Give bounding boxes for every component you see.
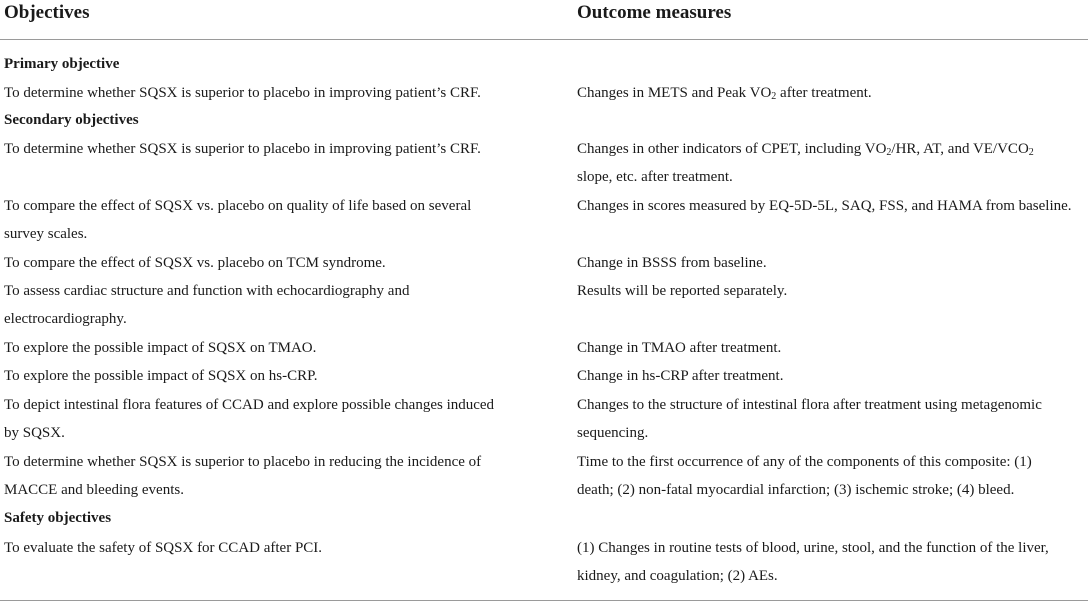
outcome-cell <box>577 135 1089 191</box>
objective-cell: To explore the possible impact of SQSX on hs-CRP. <box>4 368 318 384</box>
objective-cell <box>4 391 524 447</box>
outcome-cell: Change in hs-CRP after treatment. <box>577 368 784 384</box>
objective-cell: To determine whether SQSX is superior to placebo in improving patient’s CRF. <box>4 141 481 157</box>
outcome-line: death; (2) non-fatal myocardial infarction; (3) ischemic stroke; (4) bleed. <box>577 482 1015 498</box>
objective-line: To depict intestinal flora features of CCAD and explore possible changes induced <box>4 397 495 413</box>
outcome-cell: Change in TMAO after treatment. <box>577 340 782 356</box>
outcome-cell: Changes in METS and Peak $VO_2$ after treatment. <box>577 85 872 102</box>
outcome-cell <box>577 448 1089 504</box>
outcome-cell: Changes in scores measured by EQ-5D-5L, SAQ, FSS, and HAMA from baseline. <box>577 198 1072 214</box>
objective-line: To compare the effect of SQSX vs. placebo on quality of life based on several <box>4 198 472 214</box>
table-header <box>0 0 1091 40</box>
objective-cell <box>4 448 524 504</box>
outcome-cell: Change in BSSS from baseline. <box>577 255 767 271</box>
section-title-safety: Safety objectives <box>4 510 112 526</box>
outcome-line: (1) Changes in routine tests of blood, urine, stool, and the function of the liver, <box>577 540 1049 556</box>
outcome-line: slope, etc. after treatment. <box>577 169 733 185</box>
section-title-primary: Primary objective <box>4 56 120 72</box>
header-divider <box>0 39 1088 40</box>
section-title-secondary: Secondary objectives <box>4 112 139 128</box>
objective-line: survey scales. <box>4 226 88 242</box>
outcome-line: Time to the first occurrence of any of the components of this composite: (1) <box>577 454 1032 470</box>
objective-cell: To compare the effect of SQSX vs. placebo on TCM syndrome. <box>4 255 386 271</box>
outcome-cell <box>577 534 1089 590</box>
outcome-cell <box>577 391 1089 447</box>
objective-line: MACCE and bleeding events. <box>4 482 184 498</box>
objective-cell <box>4 192 524 248</box>
objective-cell: To explore the possible impact of SQSX on TMAO. <box>4 340 317 356</box>
objective-line: To determine whether SQSX is superior to placebo in reducing the incidence of <box>4 454 482 470</box>
outcome-line: Changes in other indicators of CPET, including $VO_2/HR$, AT, and $VE/VCO_2$ <box>577 141 1034 158</box>
objective-cell: To determine whether SQSX is superior to placebo in improving patient’s CRF. <box>4 85 481 101</box>
objective-cell <box>4 277 524 333</box>
table-bottom-divider <box>0 600 1088 601</box>
header-objectives: Objectives <box>4 2 90 23</box>
outcome-line: Changes to the structure of intestinal flora after treatment using metagenomic <box>577 397 1042 413</box>
objective-line: electrocardiography. <box>4 311 127 327</box>
objective-line: To assess cardiac structure and function with echocardiography and <box>4 283 410 299</box>
outcome-line: sequencing. <box>577 425 649 441</box>
outcome-line: kidney, and coagulation; (2) AEs. <box>577 568 778 584</box>
objective-line: by SQSX. <box>4 425 65 441</box>
objective-cell: To evaluate the safety of SQSX for CCAD after PCI. <box>4 540 323 556</box>
outcome-cell: Results will be reported separately. <box>577 283 788 299</box>
header-outcome-measures: Outcome measures <box>577 2 732 23</box>
